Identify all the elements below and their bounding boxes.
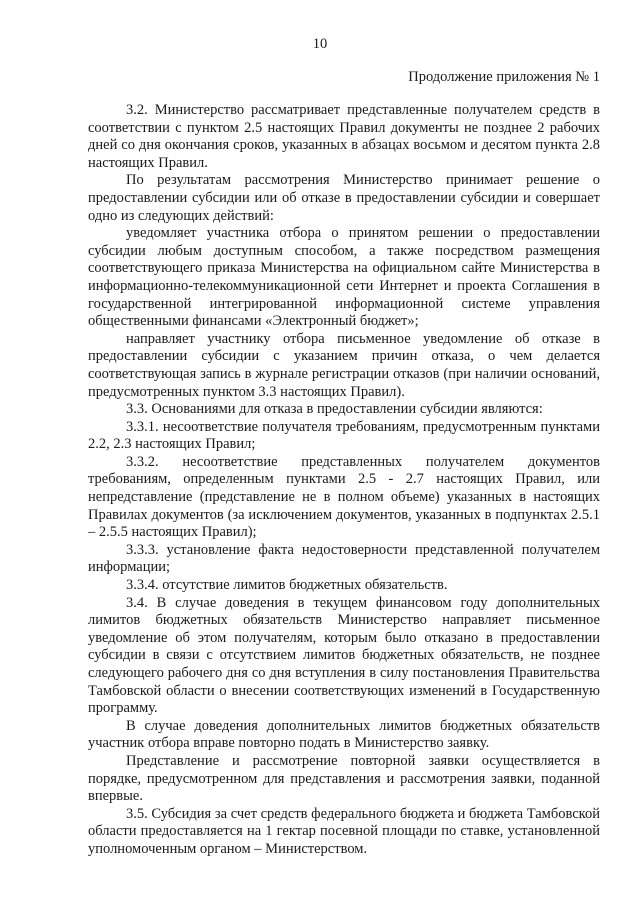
paragraph-3-3-4: 3.3.4. отсутствие лимитов бюджетных обязательств.	[126, 577, 448, 594]
appendix-continuation-label: Продолжение приложения № 1	[408, 69, 600, 85]
paragraph-3-4: 3.4. В случае доведения в текущем финансовом году дополнительных лимитов бюджетных обязательств Министерство направляет письменное уведомление об этом получателям, которым было отказано в предоставлении субсидии в связи с отсутствием лимитов бюджетных обязательств, не позднее следующего рабочего дня со дня вступления в силу постановления Правительства Тамбовской области о внесении соответствующих изменений в Государственную программу.	[88, 594, 600, 717]
paragraph-3-3: 3.3. Основаниями для отказа в предоставлении субсидии являются:	[126, 401, 543, 418]
paragraph-repeat-application: Представление и рассмотрение повторной заявки осуществляется в порядке, предусмотренном для представления и рассмотрения заявки, поданной впервые.	[88, 752, 600, 805]
paragraph-decision: По результатам рассмотрения Министерство принимает решение о предоставлении субсидии или об отказе в предоставлении субсидии и совершает одно из следующих действий:	[88, 172, 600, 224]
paragraph-3-3-2: 3.3.2. несоответствие представленных получателем документов требованиям, определенным пунктами 2.5 - 2.7 настоящих Правил, или непредставление (представление не в полном объеме) указанных в настоящих Правилах документов (за исключением документов, указанных в подпунктах 2.5.1 – 2.5.5 настоящих Правил);	[88, 453, 600, 541]
paragraph-notify-grant: уведомляет участника отбора о принятом решении о предоставлении субсидии любым доступным способом, а также посредством размещения соответствующего приказа Министерства на официальном сайте Министерства в информационно-телекоммуникационной сети Интернет и проекта Соглашения в государственной интегрированной информационной системе управления общественными финансами «Электронный бюджет»;	[88, 225, 600, 330]
page-number: 10	[312, 36, 328, 52]
paragraph-notify-refusal: направляет участнику отбора письменное уведомление об отказе в предоставлении субсидии с указанием причин отказа, о чем делается соответствующая запись в журнале регистрации отказов (при наличии оснований, предусмотренных пунктом 3.3 настоящих Правил).	[88, 330, 600, 400]
paragraph-additional-limits: В случае доведения дополнительных лимитов бюджетных обязательств участник отбора вправе повторно подать в Министерство заявку.	[88, 717, 600, 752]
paragraph-3-3-1: 3.3.1. несоответствие получателя требованиям, предусмотренным пунктами 2.2, 2.3 настоящих Правил;	[88, 418, 600, 453]
paragraph-3-2: 3.2. Министерство рассматривает представленные получателем средств в соответствии с пунктом 2.5 настоящих Правил документы не позднее 2 рабочих дней со дня окончания сроков, указанных в абзацах восьмом и десятом пункта 2.8 настоящих Правил.	[88, 102, 600, 171]
document-body	[88, 102, 600, 859]
paragraph-3-5: 3.5. Субсидия за счет средств федерального бюджета и бюджета Тамбовской области предоставляется на 1 гектар посевной площади по ставке, установленной уполномоченным органом – Министерством.	[88, 805, 600, 857]
paragraph-3-3-3: 3.3.3. установление факта недостоверности представленной получателем информации;	[88, 541, 600, 576]
